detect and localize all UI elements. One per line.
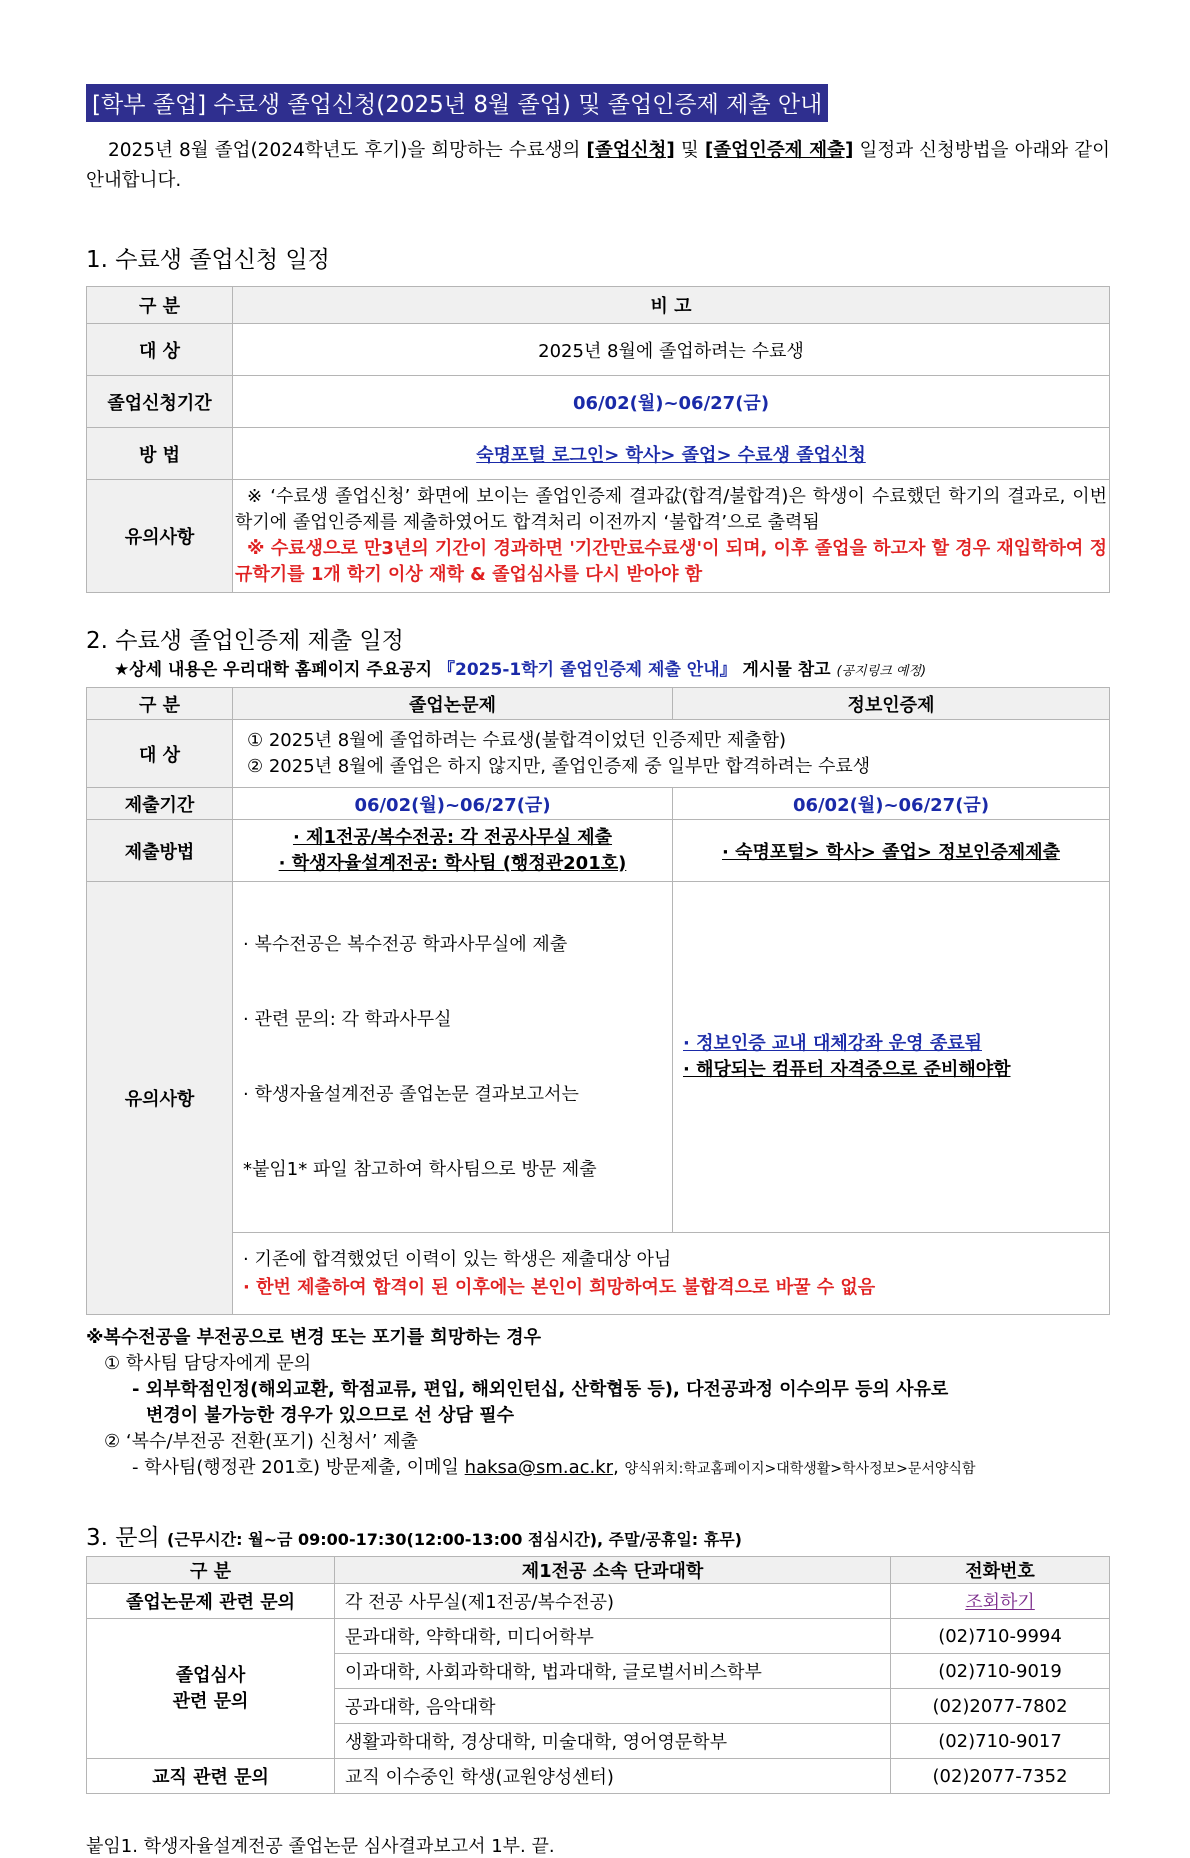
thesis-period: 06/02(월)~06/27(금)	[233, 788, 673, 820]
minor-note-item: ② ‘복수/부전공 전환(포기) 신청서’ 제출	[104, 1431, 419, 1452]
header-remark: 비 고	[233, 287, 1110, 324]
method-line: · 학생자율설계전공: 학사팀 (행정관201호)	[278, 852, 627, 874]
minor-note-sub: - 외부학점인정(해외교환, 학점교류, 편입, 해외인턴십, 산학협동 등), 다전공과정 이수의무 등의 사유로	[132, 1379, 949, 1400]
method-cell	[233, 428, 1110, 480]
lookup-link[interactable]: 조회하기	[965, 1592, 1035, 1613]
info-method: · 숙명포털> 학사> 졸업> 정보인증제제출	[673, 820, 1110, 882]
header-thesis: 졸업논문제	[233, 688, 673, 720]
row-label-line: 졸업심사	[175, 1664, 246, 1686]
college-cell: 이과대학, 사회과학대학, 법과대학, 글로벌서비스학부	[335, 1654, 891, 1689]
section3-title: 3. 문의	[86, 1525, 160, 1551]
row-label: 제출기간	[87, 788, 233, 820]
phone-cell: (02)710-9019	[891, 1654, 1110, 1689]
section1-heading: 1. 수료생 졸업신청 일정	[86, 247, 330, 273]
note-line: *붙임1* 파일 참고하여 학사팀으로 방문 제출	[243, 1159, 597, 1180]
table-row	[87, 324, 1110, 376]
table-row	[87, 882, 1110, 1233]
table-row	[87, 1584, 1110, 1619]
table-row	[87, 480, 1110, 593]
minor-note-sub	[86, 1455, 1110, 1482]
college-cell: 교직 이수중인 학생(교원양성센터)	[335, 1759, 891, 1794]
minor-change-note	[86, 1325, 1110, 1482]
info-period: 06/02(월)~06/27(금)	[673, 788, 1110, 820]
intro-text: 2025년 8월 졸업(2024학년도 후기)을 희망하는 수료생의	[108, 140, 587, 161]
table-row	[87, 1233, 1110, 1315]
common-warning: · 한번 제출하여 합격이 된 이후에는 본인이 희망하여도 불합격으로 바꿀 수 없음	[243, 1276, 876, 1298]
intro-text: 일정과 신청방법을 아래와 같이 안내합니다.	[86, 140, 1111, 191]
row-label: 대 상	[87, 720, 233, 788]
minor-note-item: ① 학사팀 담당자에게 문의	[104, 1353, 312, 1374]
notice-link-text: 『2025-1학기 졸업인증제 제출 안내』	[438, 660, 737, 680]
row-label: 유의사항	[87, 882, 233, 1315]
title-wrap	[86, 84, 1110, 118]
email-link[interactable]: haksa@sm.ac.kr	[464, 1457, 614, 1478]
inquiry-table	[86, 1556, 1110, 1794]
note-line: · 복수전공은 복수전공 학과사무실에 제출	[243, 934, 568, 955]
note-text: 게시물 참고	[736, 660, 837, 680]
row-label: 교직 관련 문의	[87, 1759, 335, 1794]
row-label: 대 상	[87, 324, 233, 376]
target-line: ② 2025년 8월에 졸업은 하지 않지만, 졸업인증제 중 일부만 합격하려는 수료생	[247, 755, 871, 777]
phone-cell	[891, 1584, 1110, 1619]
method-line: · 제1전공/복수전공: 각 전공사무실 제출	[292, 826, 613, 848]
college-cell: 생활과학대학, 경상대학, 미술대학, 영어영문학부	[335, 1724, 891, 1759]
info-note-line: · 해당되는 컴퓨터 자격증으로 준비해야함	[683, 1059, 1011, 1080]
section2-note	[114, 659, 1110, 681]
table-header-row	[87, 1557, 1110, 1584]
target-cell	[233, 720, 1110, 788]
row-label: 졸업신청기간	[87, 376, 233, 428]
table-row	[87, 1759, 1110, 1794]
graduation-schedule-table	[86, 286, 1110, 593]
note-warning: ※ 수료생으로 만3년의 기간이 경과하면 '기간만료수료생'이 되며, 이후 졸업을 하고자 할 경우 재입학하여 정규학기를 1개 학기 이상 재학 & 졸업심사를 다시 받아야 함	[235, 538, 1107, 585]
row-label: 제출방법	[87, 820, 233, 882]
header-college: 제1전공 소속 단과대학	[335, 1557, 891, 1584]
table-header-row	[87, 287, 1110, 324]
info-note-link[interactable]: · 정보인증 교내 대체강좌 운영 종료됨	[683, 1033, 982, 1054]
college-cell: 각 전공 사무실(제1전공/복수전공)	[335, 1584, 891, 1619]
row-label: 졸업논문제 관련 문의	[87, 1584, 335, 1619]
table-row	[87, 376, 1110, 428]
section3-heading	[86, 1522, 1110, 1554]
certification-schedule-table	[86, 687, 1110, 1315]
table-row	[87, 720, 1110, 788]
office-hours: (근무시간: 월~금 09:00-17:30(12:00-13:00 점심시간), 주말/공휴일: 휴무)	[167, 1530, 742, 1549]
section2-heading: 2. 수료생 졸업인증제 제출 일정	[86, 628, 404, 654]
common-notes	[233, 1233, 1110, 1315]
minor-note-sub: 변경이 불가능한 경우가 있으므로 선 상담 필수	[146, 1405, 514, 1426]
header-category: 구 분	[87, 287, 233, 324]
row-label: 방 법	[87, 428, 233, 480]
intro-text: 및	[674, 140, 705, 161]
header-category: 구 분	[87, 688, 233, 720]
note-text: ★상세 내용은 우리대학 홈페이지 주요공지	[114, 660, 439, 680]
portal-path-link[interactable]: 숙명포털 로그인> 학사> 졸업> 수료생 졸업신청	[476, 444, 866, 466]
note-italic: (공지링크 예정)	[836, 664, 927, 679]
table-row	[87, 428, 1110, 480]
intro-bold-submit: [졸업인증제 제출]	[704, 140, 854, 161]
header-phone: 전화번호	[891, 1557, 1110, 1584]
phone-cell: (02)2077-7802	[891, 1689, 1110, 1724]
sub-text: - 학사팀(행정관 201호) 방문제출, 이메일	[132, 1457, 465, 1478]
table-row	[87, 788, 1110, 820]
row-label	[87, 1619, 335, 1759]
header-info: 정보인증제	[673, 688, 1110, 720]
sub-text: ,	[613, 1457, 625, 1478]
common-note: · 기존에 합격했었던 이력이 있는 학생은 제출대상 아님	[243, 1248, 672, 1270]
table-header-row	[87, 688, 1110, 720]
intro-bold-apply: [졸업신청]	[586, 140, 675, 161]
document-title: [학부 졸업] 수료생 졸업신청(2025년 8월 졸업) 및 졸업인증제 제출 안내	[86, 84, 828, 122]
info-notes	[673, 882, 1110, 1233]
table-row	[87, 1619, 1110, 1654]
note-line: ※ ‘수료생 졸업신청’ 화면에 보이는 졸업인증제 결과값(합격/불합격)은 학생이 수료했던 학기의 결과로, 이번 학기에 졸업인증제를 제출하였어도 합격처리 이전까지 ‘불합격’으로 출력됨	[235, 486, 1107, 533]
row-label: 유의사항	[87, 480, 233, 593]
attachment-note: 붙임1. 학생자율설계전공 졸업논문 심사결과보고서 1부. 끝.	[86, 1836, 555, 1857]
target-line: ① 2025년 8월에 졸업하려는 수료생(불합격이었던 인증제만 제출함)	[247, 729, 787, 751]
intro-paragraph	[86, 136, 1110, 196]
target-value: 2025년 8월에 졸업하려는 수료생	[233, 324, 1110, 376]
phone-cell: (02)710-9017	[891, 1724, 1110, 1759]
row-label-line: 관련 문의	[172, 1690, 249, 1712]
note-line: · 학생자율설계전공 졸업논문 결과보고서는	[243, 1084, 579, 1105]
table-row	[87, 820, 1110, 882]
phone-cell: (02)710-9994	[891, 1619, 1110, 1654]
minor-note-heading: ※복수전공을 부전공으로 변경 또는 포기를 희망하는 경우	[86, 1327, 542, 1348]
form-location: 양식위치:학교홈페이지>대학생활>학사정보>문서양식함	[624, 1461, 976, 1477]
college-cell: 문과대학, 약학대학, 미디어학부	[335, 1619, 891, 1654]
phone-cell: (02)2077-7352	[891, 1759, 1110, 1794]
document	[86, 84, 1110, 1858]
college-cell: 공과대학, 음악대학	[335, 1689, 891, 1724]
thesis-notes	[233, 882, 673, 1233]
application-period: 06/02(월)~06/27(금)	[233, 376, 1110, 428]
note-line: · 관련 문의: 각 학과사무실	[243, 1009, 452, 1030]
header-category: 구 분	[87, 1557, 335, 1584]
thesis-method	[233, 820, 673, 882]
notes-cell	[233, 480, 1110, 593]
